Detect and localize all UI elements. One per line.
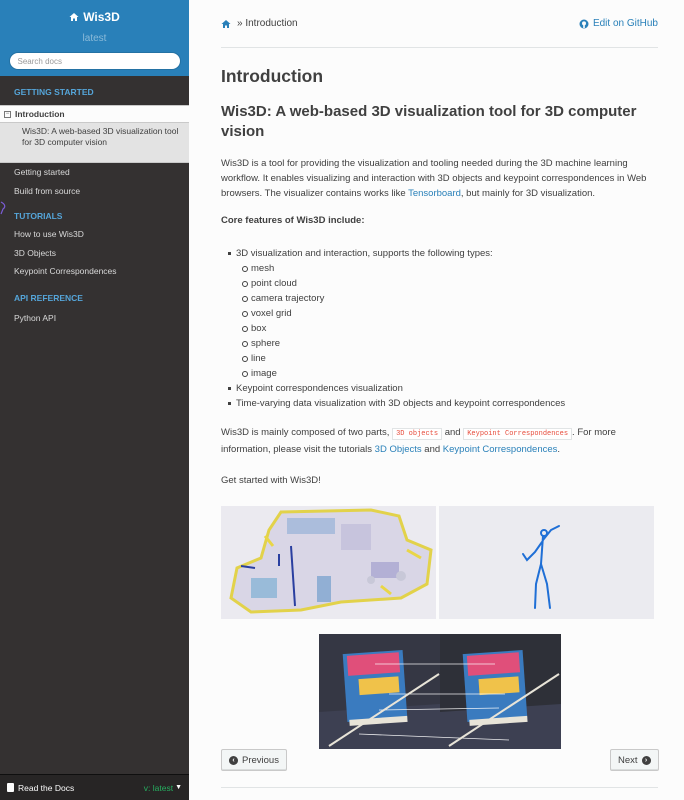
parts-paragraph xyxy=(221,425,658,457)
list-item: Time-varying data visualization with 3D objects and keypoint correspondences xyxy=(236,396,658,411)
list-item: mesh xyxy=(251,261,658,276)
link-3d-objects[interactable]: 3D Objects xyxy=(374,444,422,455)
intro-paragraph xyxy=(221,156,658,201)
parts-and-2: and xyxy=(421,444,443,455)
sidebar-item-getting-started[interactable]: Getting started xyxy=(14,167,70,177)
version-label: latest xyxy=(82,33,107,44)
breadcrumb-separator: » xyxy=(237,18,243,29)
feature-list xyxy=(221,246,658,411)
sidebar-item-keypoint-correspondences[interactable]: Keypoint Correspondences xyxy=(14,266,117,276)
parts-end: . xyxy=(557,444,561,455)
caption-tutorials: TUTORIALS xyxy=(14,211,63,221)
parts-text: Wis3D is mainly composed of two parts, xyxy=(221,427,393,438)
sidebar-item-label: Introduction xyxy=(15,109,65,119)
arrow-left-icon: ‹ xyxy=(229,756,238,765)
list-item: line xyxy=(251,351,658,366)
list-item: camera trajectory xyxy=(251,291,658,306)
list-item: image xyxy=(251,366,658,381)
tensorboard-link[interactable]: Tensorboard xyxy=(408,188,461,199)
next-label: Next xyxy=(618,754,638,766)
rtd-brand xyxy=(7,783,74,793)
sidebar-item-build-from-source[interactable]: Build from source xyxy=(14,185,81,196)
rtd-version-selector[interactable] xyxy=(144,783,182,793)
skeleton-image xyxy=(439,506,654,619)
list-item: box xyxy=(251,321,658,336)
edit-on-github-link[interactable] xyxy=(579,18,658,29)
collapse-toggle-icon[interactable]: − xyxy=(5,110,10,117)
list-item: point cloud xyxy=(251,276,658,291)
sidebar xyxy=(0,0,189,800)
parts-text-b: . For more information, please visit the tutorials xyxy=(221,427,616,455)
previous-label: Previous xyxy=(242,754,279,766)
caption-api-reference: API REFERENCE xyxy=(14,292,83,303)
list-item: voxel grid xyxy=(251,306,658,321)
get-started-text: Get started with Wis3D! xyxy=(221,475,321,486)
sidebar-item-introduction[interactable] xyxy=(0,105,189,123)
main-content xyxy=(221,0,658,488)
code-3d-objects: 3D objects xyxy=(392,428,442,440)
project-home-link[interactable] xyxy=(69,10,120,24)
page-title: Introduction xyxy=(221,66,324,86)
core-features-heading: Core features of Wis3D include: xyxy=(221,215,365,226)
cursor-icon xyxy=(0,201,7,215)
code-keypoint-correspondences: Keypoint Correspondences xyxy=(463,428,572,440)
arrow-right-icon: › xyxy=(642,756,651,765)
sidebar-item-3d-objects[interactable]: 3D Objects xyxy=(14,247,57,258)
list-item: sphere xyxy=(251,336,658,351)
search-input[interactable] xyxy=(9,52,181,70)
keypoint-correspondence-image xyxy=(319,634,561,749)
list-item: Keypoint correspondences visualization xyxy=(236,381,658,396)
edit-on-github-label: Edit on GitHub xyxy=(592,18,658,29)
footer-divider xyxy=(221,787,658,788)
scene-image xyxy=(221,506,436,619)
breadcrumb xyxy=(221,0,658,48)
book-icon xyxy=(7,783,14,792)
rtd-version-bar[interactable] xyxy=(0,774,189,800)
link-keypoint-correspondences[interactable]: Keypoint Correspondences xyxy=(442,444,558,455)
next-button[interactable] xyxy=(610,749,659,771)
caption-getting-started: GETTING STARTED xyxy=(14,87,94,97)
sidebar-subitem-wis3d[interactable]: Wis3D: A web-based 3D visualization tool for 3D computer vision xyxy=(0,123,189,163)
github-icon xyxy=(579,19,589,29)
rtd-label: Read the Docs xyxy=(18,782,75,793)
project-name: Wis3D xyxy=(83,10,120,24)
sidebar-item-python-api[interactable]: Python API xyxy=(14,312,57,323)
breadcrumb-current: Introduction xyxy=(245,18,298,29)
home-icon xyxy=(69,12,79,22)
intro-text: Wis3D is a tool for providing the visualization and tooling needed during the 3D machine learning workflow. It enables visualizing and interaction with 3D objects and keypoint correspondences in Web browsers. The visualizer contains works like xyxy=(221,158,647,199)
feature-label: 3D visualization and interaction, supports the following types: xyxy=(236,248,493,259)
list-item xyxy=(236,246,658,381)
sidebar-header xyxy=(0,0,189,76)
parts-and: and xyxy=(442,427,464,438)
type-list xyxy=(236,261,658,381)
home-icon[interactable] xyxy=(221,19,231,29)
intro-text-end: , but mainly for 3D visualization. xyxy=(460,188,596,199)
rtd-version-label: v: latest xyxy=(143,782,174,793)
section-heading: Wis3D: A web-based 3D visualization tool for 3D computer vision xyxy=(221,103,637,140)
previous-button[interactable] xyxy=(221,749,287,771)
sidebar-item-how-to-use[interactable]: How to use Wis3D xyxy=(14,229,84,239)
caret-down-icon: ▼ xyxy=(175,784,182,791)
